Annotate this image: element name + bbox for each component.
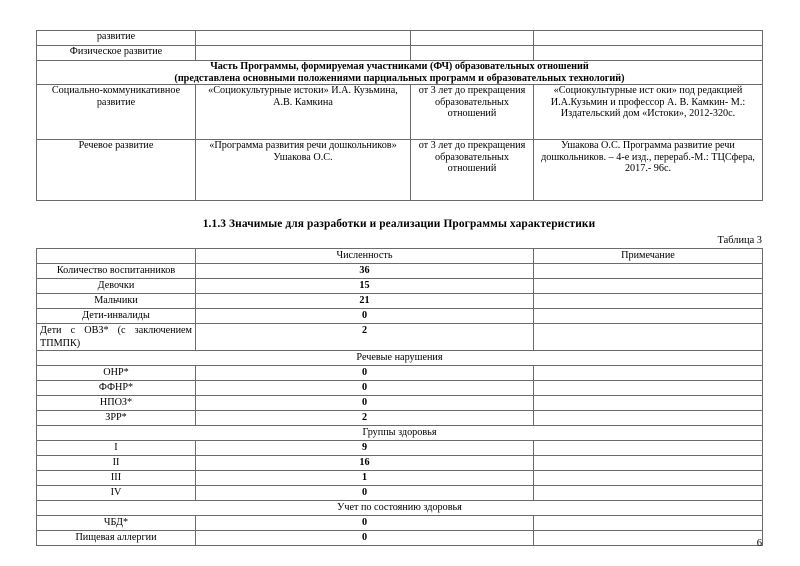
row-label: II <box>37 456 196 471</box>
section-label: Учет по состоянию здоровья <box>37 501 763 516</box>
page-title: 1.1.3 Значимые для разработки и реализации Программы характеристики <box>202 218 596 230</box>
row-note <box>534 471 763 486</box>
row-label: Дети с ОВЗ* (с заключением ТПМПК) <box>37 324 196 351</box>
row-note <box>534 279 763 294</box>
table-row <box>37 279 763 294</box>
header-cell-count: Численность <box>196 249 534 264</box>
cell-area-fizicheskoe: Физическое развитие <box>37 46 196 61</box>
row-value: 16 <box>196 456 534 471</box>
table-row <box>37 381 763 396</box>
row-label: НПОЗ* <box>37 396 196 411</box>
cell-program-empty-2 <box>196 46 411 61</box>
cell-area-1: Социально-коммуникативное развитие <box>37 85 196 140</box>
row-note <box>534 396 763 411</box>
cell-source-1: «Социокультурные ист оки» под редакцией И.А.Кузьмин и профессор А. В. Камкин- М.: Издательский дом «Истоки», 2012-320с. <box>534 85 763 140</box>
header-cell-blank <box>37 249 196 264</box>
row-label: Девочки <box>37 279 196 294</box>
row-value: 21 <box>196 294 534 309</box>
row-value: 0 <box>196 516 534 531</box>
table-row <box>37 294 763 309</box>
row-value: 0 <box>196 396 534 411</box>
row-value: 1 <box>196 471 534 486</box>
table-row <box>37 324 763 351</box>
row-value: 0 <box>196 531 534 546</box>
row-note <box>534 324 763 351</box>
row-label: Мальчики <box>37 294 196 309</box>
characteristics-table <box>36 248 763 546</box>
row-note <box>534 411 763 426</box>
page-number: 6 <box>756 538 762 549</box>
cell-program-empty <box>196 31 411 46</box>
row-value: 2 <box>196 324 534 351</box>
row-label: ОНР* <box>37 366 196 381</box>
row-note <box>534 366 763 381</box>
table-row <box>37 85 763 140</box>
table-section-row <box>37 351 763 366</box>
row-label: III <box>37 471 196 486</box>
table-row-fch-header <box>37 61 763 85</box>
cell-source-2: Ушакова О.С. Программа развитие речи дошкольников. – 4-е изд., перераб.-М.: ТЦСфера, 2017.- 96с. <box>534 140 763 201</box>
table-row <box>37 31 763 46</box>
row-note <box>534 441 763 456</box>
row-value: 0 <box>196 381 534 396</box>
cell-area-razvitie: развитие <box>37 31 196 46</box>
table-header-row <box>37 249 763 264</box>
cell-program-2: «Программа развития речи дошкольников» Ушакова О.С. <box>196 140 411 201</box>
table-section-row <box>37 501 763 516</box>
table-row <box>37 471 763 486</box>
table-row <box>37 140 763 201</box>
row-note <box>534 294 763 309</box>
cell-age-empty <box>411 31 534 46</box>
row-label: IV <box>37 486 196 501</box>
row-label: ЧБД* <box>37 516 196 531</box>
row-label: Пищевая аллергии <box>37 531 196 546</box>
row-value: 0 <box>196 486 534 501</box>
table-row <box>37 309 763 324</box>
table-row <box>37 456 763 471</box>
cell-program-1: «Социокультурные истоки» И.А. Кузьмина, А.В. Камкина <box>196 85 411 140</box>
table-row <box>37 396 763 411</box>
table-section-row <box>37 426 763 441</box>
program-part-table <box>36 30 763 201</box>
fch-header-line-2: (представлена основными положениями парциальных программ и образовательных технологий) <box>174 72 625 84</box>
table-row <box>37 516 763 531</box>
row-value: 0 <box>196 366 534 381</box>
table-row <box>37 486 763 501</box>
row-label: I <box>37 441 196 456</box>
cell-source-empty <box>534 31 763 46</box>
row-note <box>534 456 763 471</box>
row-note <box>534 381 763 396</box>
cell-age-empty-2 <box>411 46 534 61</box>
row-value: 2 <box>196 411 534 426</box>
table-row <box>37 366 763 381</box>
row-note <box>534 486 763 501</box>
section-label: Речевые нарушения <box>37 351 763 366</box>
fch-header-line-1: Часть Программы, формируемая участниками (ФЧ) образовательных отношений <box>210 61 589 72</box>
row-value: 0 <box>196 309 534 324</box>
row-value: 15 <box>196 279 534 294</box>
table-row <box>37 46 763 61</box>
row-label: ЗРР* <box>37 411 196 426</box>
cell-age-2: от 3 лет до прекращения образовательных отношений <box>411 140 534 201</box>
row-label: ФФНР* <box>37 381 196 396</box>
table-row <box>37 264 763 279</box>
table-row <box>37 411 763 426</box>
row-value: 9 <box>196 441 534 456</box>
row-label: Дети-инвалиды <box>37 309 196 324</box>
fch-header-cell <box>37 61 763 85</box>
row-note <box>534 516 763 531</box>
row-note <box>534 309 763 324</box>
cell-source-empty-2 <box>534 46 763 61</box>
table-caption: Таблица 3 <box>717 235 762 246</box>
row-label: Количество воспитанников <box>37 264 196 279</box>
row-note <box>534 264 763 279</box>
cell-age-1: от 3 лет до прекращения образовательных отношений <box>411 85 534 140</box>
cell-area-2: Речевое развитие <box>37 140 196 201</box>
row-value: 36 <box>196 264 534 279</box>
header-cell-note: Примечание <box>534 249 763 264</box>
table-row <box>37 441 763 456</box>
section-label: Группы здоровья <box>37 426 763 441</box>
